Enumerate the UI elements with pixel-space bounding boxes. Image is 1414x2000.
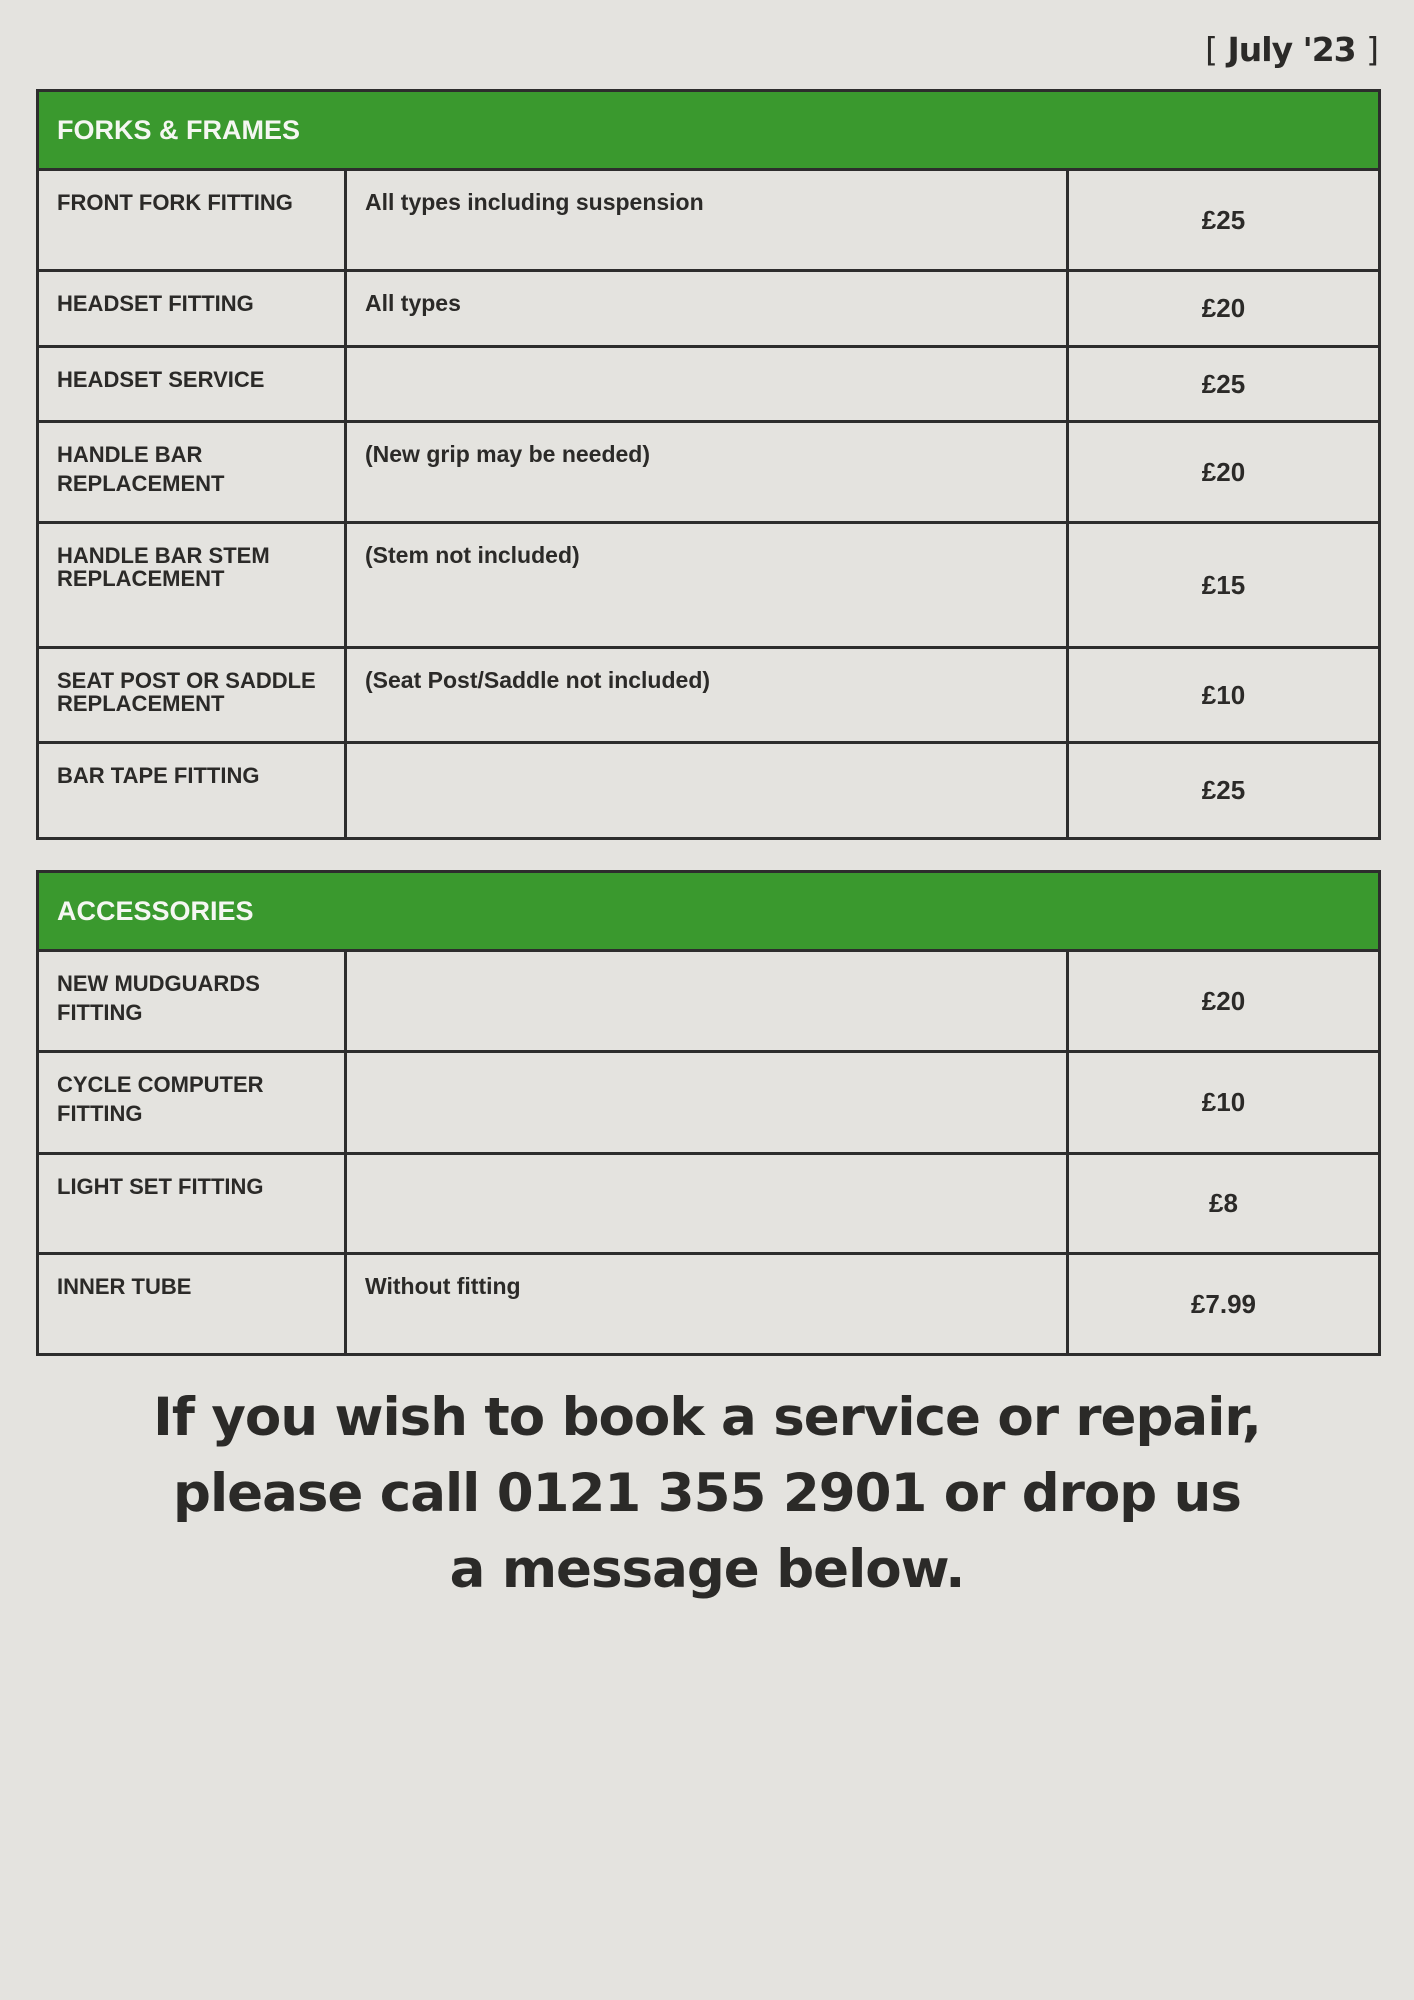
table-row [38, 271, 1380, 347]
service-name: HEADSET SERVICE [38, 347, 346, 422]
table-row [38, 347, 1380, 422]
service-description [346, 1154, 1068, 1254]
service-description: (Stem not included) [346, 523, 1068, 648]
date-text: July '23 [1227, 30, 1356, 69]
table-row [38, 1154, 1380, 1254]
service-description: Without fitting [346, 1254, 1068, 1355]
service-description: (Seat Post/Saddle not included) [346, 648, 1068, 743]
service-price: £7.99 [1068, 1254, 1380, 1355]
service-name: FRONT FORK FITTING [38, 170, 346, 271]
service-description: (New grip may be needed) [346, 422, 1068, 523]
service-price: £10 [1068, 1052, 1380, 1154]
date-open-bracket: [ [1205, 30, 1218, 69]
table-row [38, 1052, 1380, 1154]
service-description [346, 743, 1068, 839]
service-price: £20 [1068, 422, 1380, 523]
service-name: HANDLE BAR REPLACEMENT [38, 422, 346, 523]
service-price: £15 [1068, 523, 1380, 648]
date-label [1205, 30, 1378, 69]
table-row [38, 422, 1380, 523]
table-row [38, 743, 1380, 839]
service-price: £25 [1068, 743, 1380, 839]
date-close-bracket: ] [1366, 30, 1378, 69]
table-row [38, 648, 1380, 743]
table-row [38, 170, 1380, 271]
booking-call-to-action: If you wish to book a service or repair, please call 0121 355 2901 or drop us a message below. [153, 1387, 1261, 1600]
section-title: FORKS & FRAMES [38, 91, 1380, 170]
service-description [346, 347, 1068, 422]
service-price: £20 [1068, 951, 1380, 1052]
service-description [346, 1052, 1068, 1154]
service-price: £25 [1068, 347, 1380, 422]
accessories-table [36, 870, 1381, 1356]
service-name: HANDLE BAR STEM REPLACEMENT [38, 523, 346, 648]
forks-frames-table [36, 89, 1381, 840]
table-row [38, 1254, 1380, 1355]
service-description: All types including suspension [346, 170, 1068, 271]
service-name: INNER TUBE [38, 1254, 346, 1355]
service-price: £20 [1068, 271, 1380, 347]
service-price: £10 [1068, 648, 1380, 743]
service-name: BAR TAPE FITTING [38, 743, 346, 839]
service-description: All types [346, 271, 1068, 347]
service-name: HEADSET FITTING [38, 271, 346, 347]
section-title: ACCESSORIES [38, 872, 1380, 951]
service-name: LIGHT SET FITTING [38, 1154, 346, 1254]
service-price: £25 [1068, 170, 1380, 271]
service-name: SEAT POST OR SADDLE REPLACEMENT [38, 648, 346, 743]
service-price: £8 [1068, 1154, 1380, 1254]
service-name: NEW MUDGUARDS FITTING [38, 951, 346, 1052]
table-row [38, 951, 1380, 1052]
service-name: CYCLE COMPUTER FITTING [38, 1052, 346, 1154]
table-row [38, 523, 1380, 648]
service-description [346, 951, 1068, 1052]
